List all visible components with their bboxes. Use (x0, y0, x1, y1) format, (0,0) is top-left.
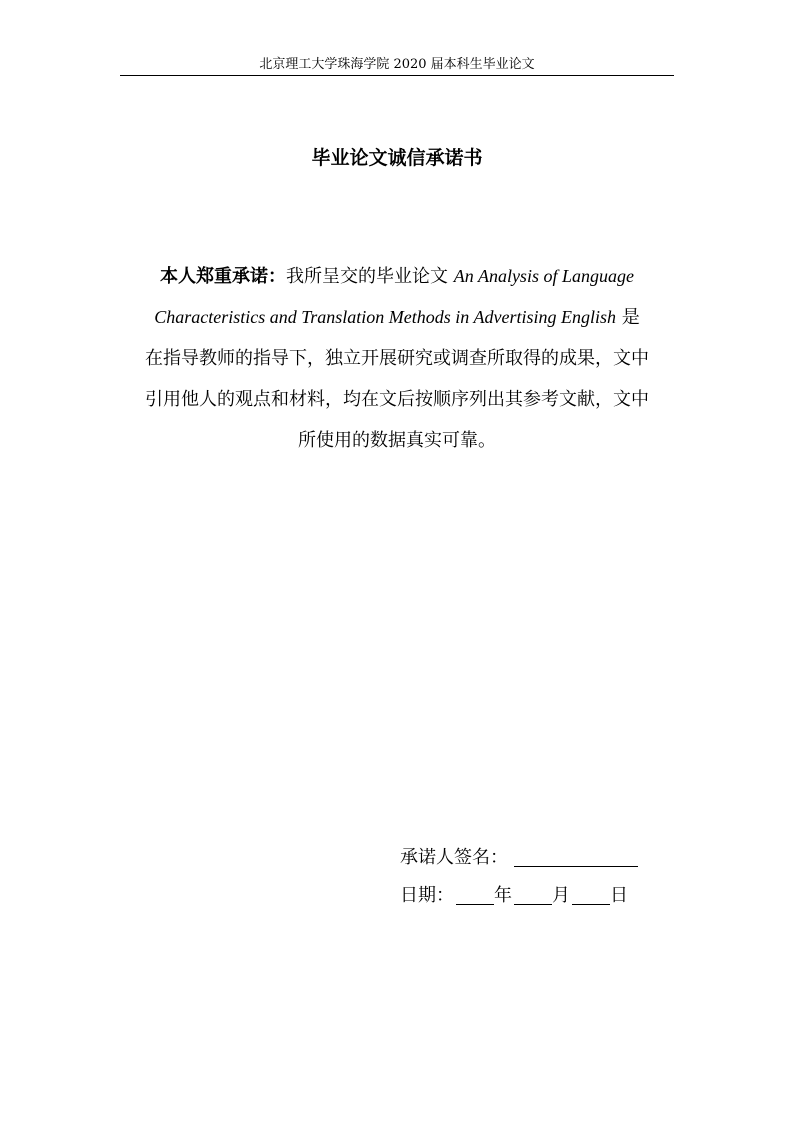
thesis-title-part2: Characteristics and Translation Methods in Advertising English (154, 307, 616, 327)
statement-line-1 (120, 256, 674, 297)
date-label: 日期： (400, 885, 454, 906)
year-field[interactable] (456, 884, 494, 905)
statement-line2-suffix: 是 (615, 307, 640, 328)
signer-row (400, 840, 638, 878)
signature-block (400, 840, 638, 916)
statement-line-2 (120, 297, 674, 338)
integrity-statement (120, 256, 674, 461)
signer-label: 承诺人签名： (400, 847, 508, 868)
page-title: 毕业论文诚信承诺书 (311, 147, 483, 169)
day-field[interactable] (572, 884, 610, 905)
month-unit: 月 (552, 885, 570, 906)
statement-line-5: 所使用的数据真实可靠。 (298, 430, 496, 451)
statement-line-3: 在指导教师的指导下，独立开展研究或调查所取得的成果，文中 (145, 348, 649, 369)
thesis-title-part1: An Analysis of Language (453, 266, 634, 286)
running-header: 北京理工大学珠海学院 2020 届本科生毕业论文 (259, 57, 535, 72)
year-unit: 年 (494, 885, 512, 906)
signature-field[interactable] (514, 846, 638, 867)
header-divider (120, 75, 674, 76)
day-unit: 日 (610, 885, 628, 906)
statement-lead: 本人郑重承诺： (160, 266, 287, 287)
month-field[interactable] (514, 884, 552, 905)
statement-line1-text: 我所呈交的毕业论文 (286, 266, 454, 287)
date-row (400, 878, 638, 916)
statement-line-4: 引用他人的观点和材料，均在文后按顺序列出其参考文献，文中 (145, 389, 649, 410)
